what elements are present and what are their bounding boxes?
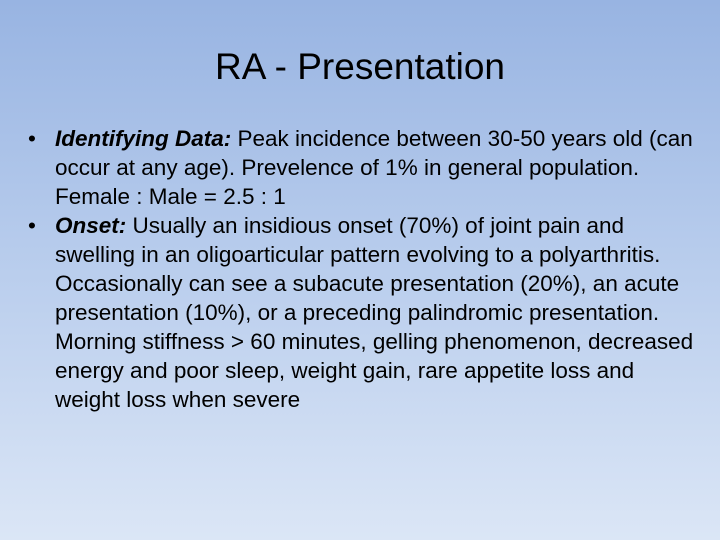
slide-title: RA - Presentation [215, 46, 505, 87]
bullet-onset [25, 211, 700, 414]
bullet-list [25, 124, 700, 414]
bullet-identifying-data [25, 124, 700, 211]
bullet-dot-icon: • [28, 213, 36, 238]
bullet-term: Identifying Data: [55, 126, 232, 151]
bullet-text: Usually an insidious onset (70%) of joint pain and swelling in an oligoarticular pattern evolving to a polyarthritis. Occasionally can see a subacute presentation (20%), an acute presentation (10%), or a preceding palindromic presentation. Morning stiffness > 60 minutes, gelling phenomenon, decreased energy and poor sleep, weight gain, rare appetite loss and weight loss when severe [55, 213, 694, 412]
bullet-text: Peak incidence between 30-50 years old (can occur at any age). Prevelence of 1% in general population. Female : Male = 2.5 : 1 [55, 126, 693, 209]
bullet-term: Onset: [55, 213, 127, 238]
bullet-dot-icon: • [28, 126, 36, 151]
